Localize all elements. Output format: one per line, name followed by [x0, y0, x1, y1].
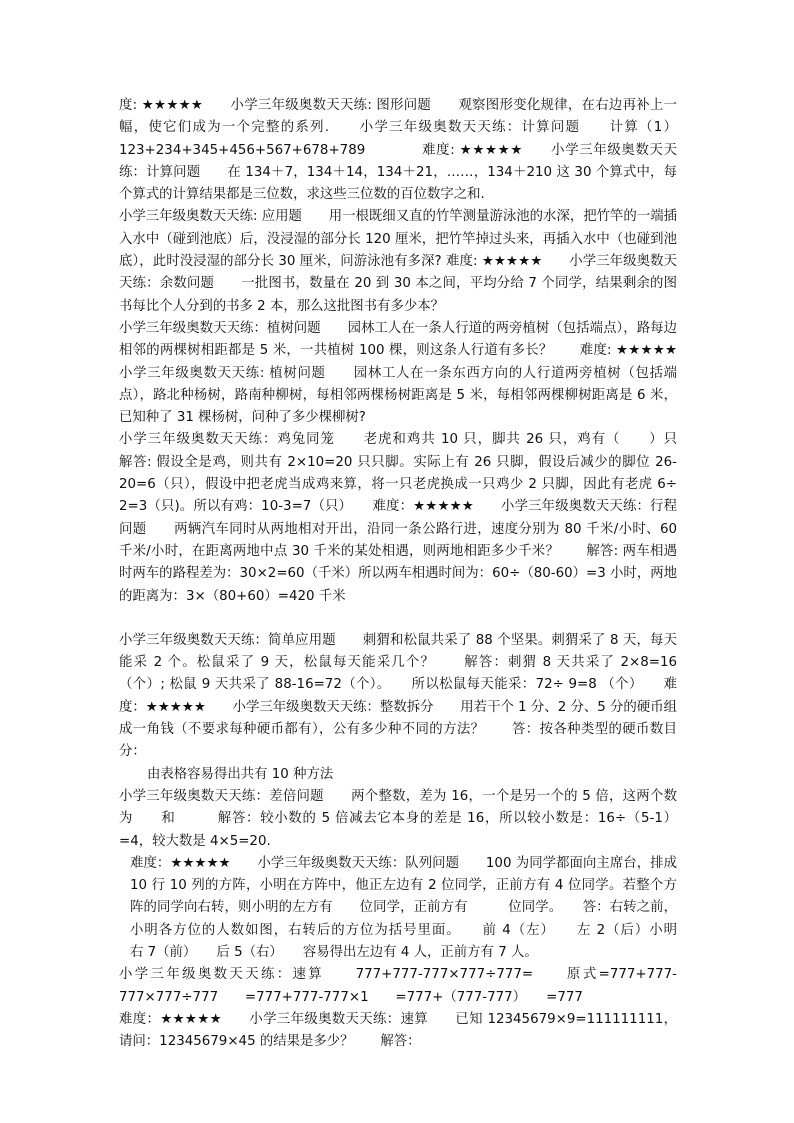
paragraph-quick-calc-2: 难度：★★★★★ 小学三年级奥数天天练：速算 已知 12345679×9=111111111，请问：12345679×45 的结果是多少？ 解答： — [119, 1011, 677, 1050]
paragraph-table-result: 由表格容易得出共有 10 种方法 — [147, 766, 334, 782]
paragraph-quick-calc-1: 小学三年级奥数天天练：速算 777+777-777×777÷777= 原式=777+777-777×777÷777 =777+777-777×1 =777+（777-777） =777 — [119, 967, 677, 1005]
paragraph-difference-multiple: 小学三年级奥数天天练：差倍问题 两个整数，差为 16，一个是另一个的 5 倍，这两个数为 和 解答：较小数的 5 倍减去它本身的差是 16，所以较小数是：16÷（5-1）=4，较大数是 4×5=20. — [119, 788, 677, 849]
document-body — [119, 95, 718, 1053]
paragraph-geometry-calculation: 度: ★★★★★ 小学三年级奥数天天练: 图形问题 观察图形变化规律，在右边再补上一幅，使它们成为一个完整的系列. 小学三年级奥数天天练：计算问题 计算（1）123+234+345+456+567+678+789 难度: ★★★★★ 小学三年级奥数天天练：计算问题 在 134＋7，134＋14，134＋21，……，134＋210 这 30 个算式中，每个算式的计算结果都是三位数，求这些三位数的百位数字之和． — [119, 98, 677, 203]
paragraph-application-remainder: 小学三年级奥数天天练: 应用题 用一根既细又直的竹竿测量游泳池的水深，把竹竿的一端插入水中（碰到池底）后，没浸湿的部分长 120 厘米，把竹竿掉过头来，再插入水中（也碰到池底），此时没浸湿的部分长 30 厘米，问游泳池有多深? 难度: ★★★★★ 小学三年级奥数天天练：余数问题 一批图书，数量在 20 到 30 本之间，平均分给 7 个同学，结果剩余的图书每比个人分到的书多 2 本，那么这批图书有多少本？ — [119, 209, 677, 314]
paragraph-chicken-rabbit-travel: 小学三年级奥数天天练：鸡兔同笼 老虎和鸡共 10 只，脚共 26 只，鸡有（ ）只 解答: 假设全是鸡，则共有 2×10=20 只只脚。实际上有 26 只脚，假设后减少的脚位 26-20=6（只），假设中把老虎当成鸡来算，将一只老虎换成一只鸡少 2 只脚，因此有老虎 6÷ 2=3（只)。所以有鸡：10-3=7（只） 难度：★★★★★ 小学三年级奥数天天练：行程问题 两辆汽车同时从两地相对开出，沿同一条公路行进，速度分别为 80 千米/小时、60 千米/小时，在距离两地中点 30 千米的某处相遇，则两地相距多少千米？ 解答: 两车相遇时两车的路程差为：30×2=60（千米）所以两车相遇时间为：60÷（80-60）=3 小时，两地的距离为：3×（80+60）=420 千米 — [119, 432, 704, 604]
blank-line — [119, 608, 677, 630]
paragraph-tree-planting: 小学三年级奥数天天练：植树问题 园林工人在一条人行道的两旁植树（包括端点），路每边相邻的两棵树相距都是 5 米，一共植树 100 棵，则这条人行道有多长？ 难度: ★★★★★ 小学三年级奥数天天练: 植树问题 园林工人在一条东西方向的人行道两旁植树（包括端点），路北种杨树，路南种柳树，每相邻两棵杨树距离是 5 米，每相邻两棵柳树距离是 6 米，已知种了 31 棵杨树，问种了多少棵柳树? — [119, 320, 704, 426]
paragraph-simple-application-partition: 小学三年级奥数天天练：简单应用题 刺猬和松鼠共采了 88 个坚果。刺猬采了 8 天，每天能采 2 个。松鼠采了 9 天，松鼠每天能采几个？ 解答：刺猬 8 天共采了 2×8=16（个）; 松鼠 9 天共采了 88-16=72（个）。 所以松鼠每天能采：72÷ 9=8 （个） 难度：★★★★★ 小学三年级奥数天天练：整数拆分 用若干个 1 分、2 分、5 分的硬币组成一角钱（不要求每种硬币都有），公有多少种不同的方法？ 答：按各种类型的硬币数目分： — [119, 632, 677, 760]
paragraph-queue-problem: 难度：★★★★★ 小学三年级奥数天天练：队列问题 100 为同学都面向主席台，排成 10 行 10 列的方阵，小明在方阵中，他正左边有 2 位同学，正前方有 4 位同学。若整个方阵的同学向右转，则小明的左方有 位同学，正前方有 位同学。 答：右转之前，小明各方位的人数如图，右转后的方位为括号里面。 前 4（左） 左 2（后）小明 右 7（前） 后 5（右） 容易得出左边有 4 人，正前方有 7 人。 — [130, 855, 718, 960]
